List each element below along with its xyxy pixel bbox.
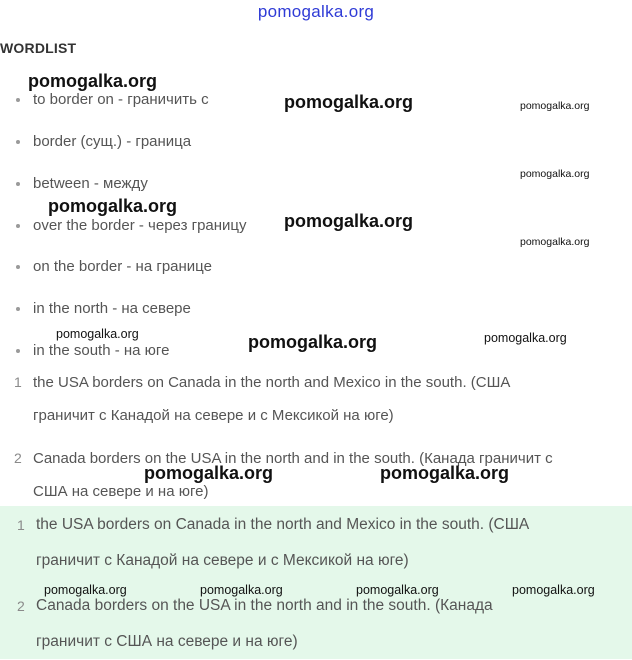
wordlist-item [16,342,169,359]
watermark: pomogalka.org [484,331,567,345]
watermark: pomogalka.org [380,463,510,483]
bullet-icon [16,265,20,269]
answer-item [0,507,632,579]
example-item [14,442,632,508]
site-url[interactable]: pomogalka.org [257,2,375,21]
bullet-icon [16,224,20,228]
watermark: pomogalka.org [520,100,590,112]
bullet-icon [16,307,20,311]
bullet-icon [16,140,20,144]
answer-item [0,588,632,660]
example-text-line: Canada borders on the USA in the north and in the south. (Канада граничит с [33,450,553,467]
example-text-line: the USA borders on Canada in the north and Mexico in the south. (США [33,374,511,391]
wordlist-item-text: to border on - граничить с [33,91,209,108]
answer-number: 1 [17,517,25,533]
watermark: pomogalka.org [520,168,590,180]
watermark: pomogalka.org [28,71,158,91]
watermark: pomogalka.org [44,583,127,597]
example-item [14,366,632,432]
example-number: 1 [14,374,22,390]
watermark: pomogalka.org [48,196,178,216]
answer-text-line: Canada borders on the USA in the north and in the south. (Канада [36,597,493,614]
wordlist-item-text: over the border - через границу [33,217,247,234]
wordlist-item [16,175,148,192]
answer-text-line: граничит с США на севере и на юге) [36,633,298,650]
watermark: pomogalka.org [520,236,590,248]
example-text-line: США на севере и на юге) [33,483,209,500]
watermark: pomogalka.org [200,583,283,597]
wordlist-item-text: between - между [33,175,148,192]
watermark: pomogalka.org [144,463,274,483]
wordlist-item [16,217,247,234]
wordlist-item [16,258,212,275]
example-text-line: граничит с Канадой на севере и с Мексикой на юге) [33,407,394,424]
watermark: pomogalka.org [56,327,139,341]
watermark: pomogalka.org [356,583,439,597]
watermark: pomogalka.org [284,92,414,112]
bullet-icon [16,349,20,353]
wordlist-item-text: in the north - на севере [33,300,191,317]
bullet-icon [16,182,20,186]
watermark: pomogalka.org [248,332,378,352]
wordlist-item [16,300,191,317]
example-number: 2 [14,450,22,466]
wordlist-item [16,91,209,108]
answer-text-line: the USA borders on Canada in the north and Mexico in the south. (США [36,516,530,533]
answer-text-line: граничит с Канадой на севере и с Мексикой на юге) [36,552,409,569]
wordlist-heading: WORDLIST [0,40,77,56]
wordlist-item-text: on the border - на границе [33,258,212,275]
wordlist-item-text: border (сущ.) - граница [33,133,192,150]
bullet-icon [16,98,20,102]
wordlist-item-text: in the south - на юге [33,342,170,359]
watermark: pomogalka.org [512,583,595,597]
answer-number: 2 [17,598,25,614]
wordlist-item [16,133,191,150]
watermark: pomogalka.org [284,211,414,231]
